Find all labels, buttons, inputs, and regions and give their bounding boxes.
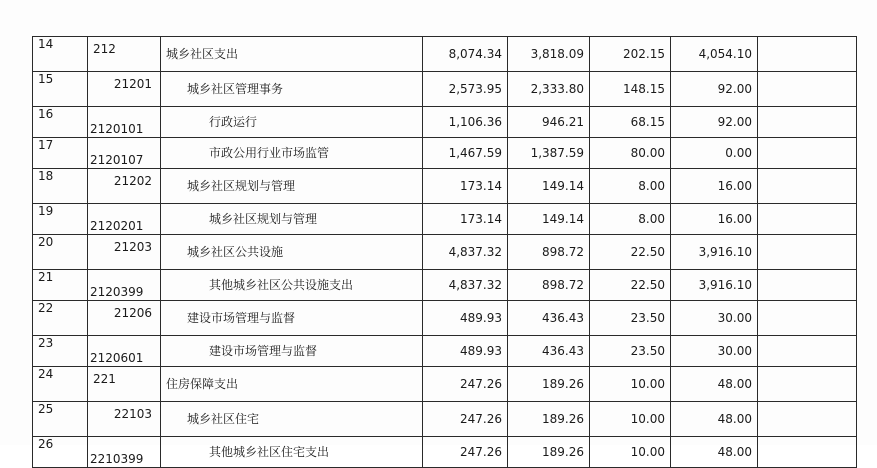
total-amount-cell: 4,837.32 <box>423 270 508 301</box>
project-expenditure-cell: 10.00 <box>590 437 671 468</box>
total-amount-cell: 489.93 <box>423 301 508 336</box>
project-expenditure-cell: 8.00 <box>590 204 671 235</box>
basic-expenditure-cell: 898.72 <box>508 270 590 301</box>
total-amount-cell: 173.14 <box>423 204 508 235</box>
other-expenditure-cell: 30.00 <box>671 301 758 336</box>
row-number-cell: 18 <box>33 169 88 204</box>
table-row <box>33 336 857 367</box>
row-number-cell: 19 <box>33 204 88 235</box>
account-name-text: 城乡社区支出 <box>166 47 239 61</box>
row-number-cell: 23 <box>33 336 88 367</box>
other-expenditure-cell: 3,916.10 <box>671 270 758 301</box>
other-expenditure-cell: 48.00 <box>671 367 758 402</box>
project-expenditure-cell: 10.00 <box>590 402 671 437</box>
remarks-cell <box>758 204 857 235</box>
row-number-cell: 22 <box>33 301 88 336</box>
row-number-cell: 24 <box>33 367 88 402</box>
account-name-cell <box>161 336 423 367</box>
table-row <box>33 367 857 402</box>
total-amount-cell: 8,074.34 <box>423 37 508 72</box>
account-name-text: 其他城乡社区住宅支出 <box>209 445 330 459</box>
basic-expenditure-cell: 189.26 <box>508 367 590 402</box>
project-expenditure-cell: 23.50 <box>590 301 671 336</box>
remarks-cell <box>758 138 857 169</box>
total-amount-cell: 247.26 <box>423 367 508 402</box>
table-row <box>33 72 857 107</box>
account-name-text: 其他城乡社区公共设施支出 <box>209 278 354 292</box>
account-code-cell: 2210399 <box>88 437 161 468</box>
account-name-text: 市政公用行业市场监管 <box>209 146 330 160</box>
account-code-cell: 2120399 <box>88 270 161 301</box>
project-expenditure-cell: 10.00 <box>590 367 671 402</box>
row-number-cell: 14 <box>33 37 88 72</box>
table-row <box>33 437 857 468</box>
account-name-text: 行政运行 <box>209 115 258 129</box>
remarks-cell <box>758 367 857 402</box>
project-expenditure-cell: 68.15 <box>590 107 671 138</box>
basic-expenditure-cell: 3,818.09 <box>508 37 590 72</box>
total-amount-cell: 1,106.36 <box>423 107 508 138</box>
account-name-cell <box>161 204 423 235</box>
account-code-cell: 2120107 <box>88 138 161 169</box>
account-name-cell <box>161 437 423 468</box>
account-name-cell <box>161 301 423 336</box>
basic-expenditure-cell: 149.14 <box>508 169 590 204</box>
row-number-cell: 26 <box>33 437 88 468</box>
remarks-cell <box>758 37 857 72</box>
project-expenditure-cell: 8.00 <box>590 169 671 204</box>
account-code-cell: 2120601 <box>88 336 161 367</box>
account-name-cell <box>161 138 423 169</box>
other-expenditure-cell: 4,054.10 <box>671 37 758 72</box>
row-number-cell: 25 <box>33 402 88 437</box>
account-name-cell <box>161 107 423 138</box>
remarks-cell <box>758 107 857 138</box>
account-name-text: 城乡社区住宅 <box>187 412 260 426</box>
basic-expenditure-cell: 189.26 <box>508 402 590 437</box>
basic-expenditure-cell: 189.26 <box>508 437 590 468</box>
account-code-cell: 2120101 <box>88 107 161 138</box>
account-name-text: 住房保障支出 <box>166 377 239 391</box>
basic-expenditure-cell: 1,387.59 <box>508 138 590 169</box>
other-expenditure-cell: 92.00 <box>671 72 758 107</box>
total-amount-cell: 4,837.32 <box>423 235 508 270</box>
project-expenditure-cell: 202.15 <box>590 37 671 72</box>
remarks-cell <box>758 72 857 107</box>
other-expenditure-cell: 16.00 <box>671 169 758 204</box>
account-code-cell: 212 <box>88 37 161 72</box>
basic-expenditure-cell: 436.43 <box>508 301 590 336</box>
account-name-text: 城乡社区管理事务 <box>187 82 284 96</box>
account-name-text: 城乡社区规划与管理 <box>209 212 318 226</box>
table-row <box>33 301 857 336</box>
remarks-cell <box>758 235 857 270</box>
table-row <box>33 235 857 270</box>
row-number-cell: 15 <box>33 72 88 107</box>
row-number-cell: 20 <box>33 235 88 270</box>
project-expenditure-cell: 22.50 <box>590 270 671 301</box>
remarks-cell <box>758 270 857 301</box>
account-code-cell: 221 <box>88 367 161 402</box>
basic-expenditure-cell: 898.72 <box>508 235 590 270</box>
account-code-cell: 21206 <box>88 301 161 336</box>
total-amount-cell: 173.14 <box>423 169 508 204</box>
table-row <box>33 169 857 204</box>
table-row <box>33 138 857 169</box>
account-code-cell: 22103 <box>88 402 161 437</box>
account-name-cell <box>161 367 423 402</box>
table-row <box>33 204 857 235</box>
table-row <box>33 402 857 437</box>
account-code-cell: 21202 <box>88 169 161 204</box>
project-expenditure-cell: 22.50 <box>590 235 671 270</box>
table-row <box>33 270 857 301</box>
remarks-cell <box>758 402 857 437</box>
total-amount-cell: 1,467.59 <box>423 138 508 169</box>
expenditure-table-body <box>33 37 857 468</box>
row-number-cell: 16 <box>33 107 88 138</box>
account-name-text: 城乡社区公共设施 <box>187 245 284 259</box>
basic-expenditure-cell: 946.21 <box>508 107 590 138</box>
account-name-cell <box>161 402 423 437</box>
other-expenditure-cell: 48.00 <box>671 437 758 468</box>
remarks-cell <box>758 336 857 367</box>
account-name-cell <box>161 270 423 301</box>
expenditure-table <box>32 36 857 468</box>
project-expenditure-cell: 80.00 <box>590 138 671 169</box>
account-name-cell <box>161 169 423 204</box>
project-expenditure-cell: 148.15 <box>590 72 671 107</box>
account-name-cell <box>161 235 423 270</box>
basic-expenditure-cell: 436.43 <box>508 336 590 367</box>
account-name-cell <box>161 37 423 72</box>
total-amount-cell: 247.26 <box>423 437 508 468</box>
row-number-cell: 17 <box>33 138 88 169</box>
project-expenditure-cell: 23.50 <box>590 336 671 367</box>
other-expenditure-cell: 0.00 <box>671 138 758 169</box>
other-expenditure-cell: 16.00 <box>671 204 758 235</box>
account-name-text: 建设市场管理与监督 <box>187 311 296 325</box>
account-code-cell: 2120201 <box>88 204 161 235</box>
remarks-cell <box>758 437 857 468</box>
account-name-text: 建设市场管理与监督 <box>209 344 318 358</box>
account-code-cell: 21203 <box>88 235 161 270</box>
other-expenditure-cell: 3,916.10 <box>671 235 758 270</box>
table-row <box>33 37 857 72</box>
other-expenditure-cell: 92.00 <box>671 107 758 138</box>
account-name-text: 城乡社区规划与管理 <box>187 179 296 193</box>
total-amount-cell: 247.26 <box>423 402 508 437</box>
other-expenditure-cell: 30.00 <box>671 336 758 367</box>
total-amount-cell: 2,573.95 <box>423 72 508 107</box>
remarks-cell <box>758 301 857 336</box>
remarks-cell <box>758 169 857 204</box>
row-number-cell: 21 <box>33 270 88 301</box>
basic-expenditure-cell: 149.14 <box>508 204 590 235</box>
account-name-cell <box>161 72 423 107</box>
other-expenditure-cell: 48.00 <box>671 402 758 437</box>
basic-expenditure-cell: 2,333.80 <box>508 72 590 107</box>
total-amount-cell: 489.93 <box>423 336 508 367</box>
table-row <box>33 107 857 138</box>
account-code-cell: 21201 <box>88 72 161 107</box>
